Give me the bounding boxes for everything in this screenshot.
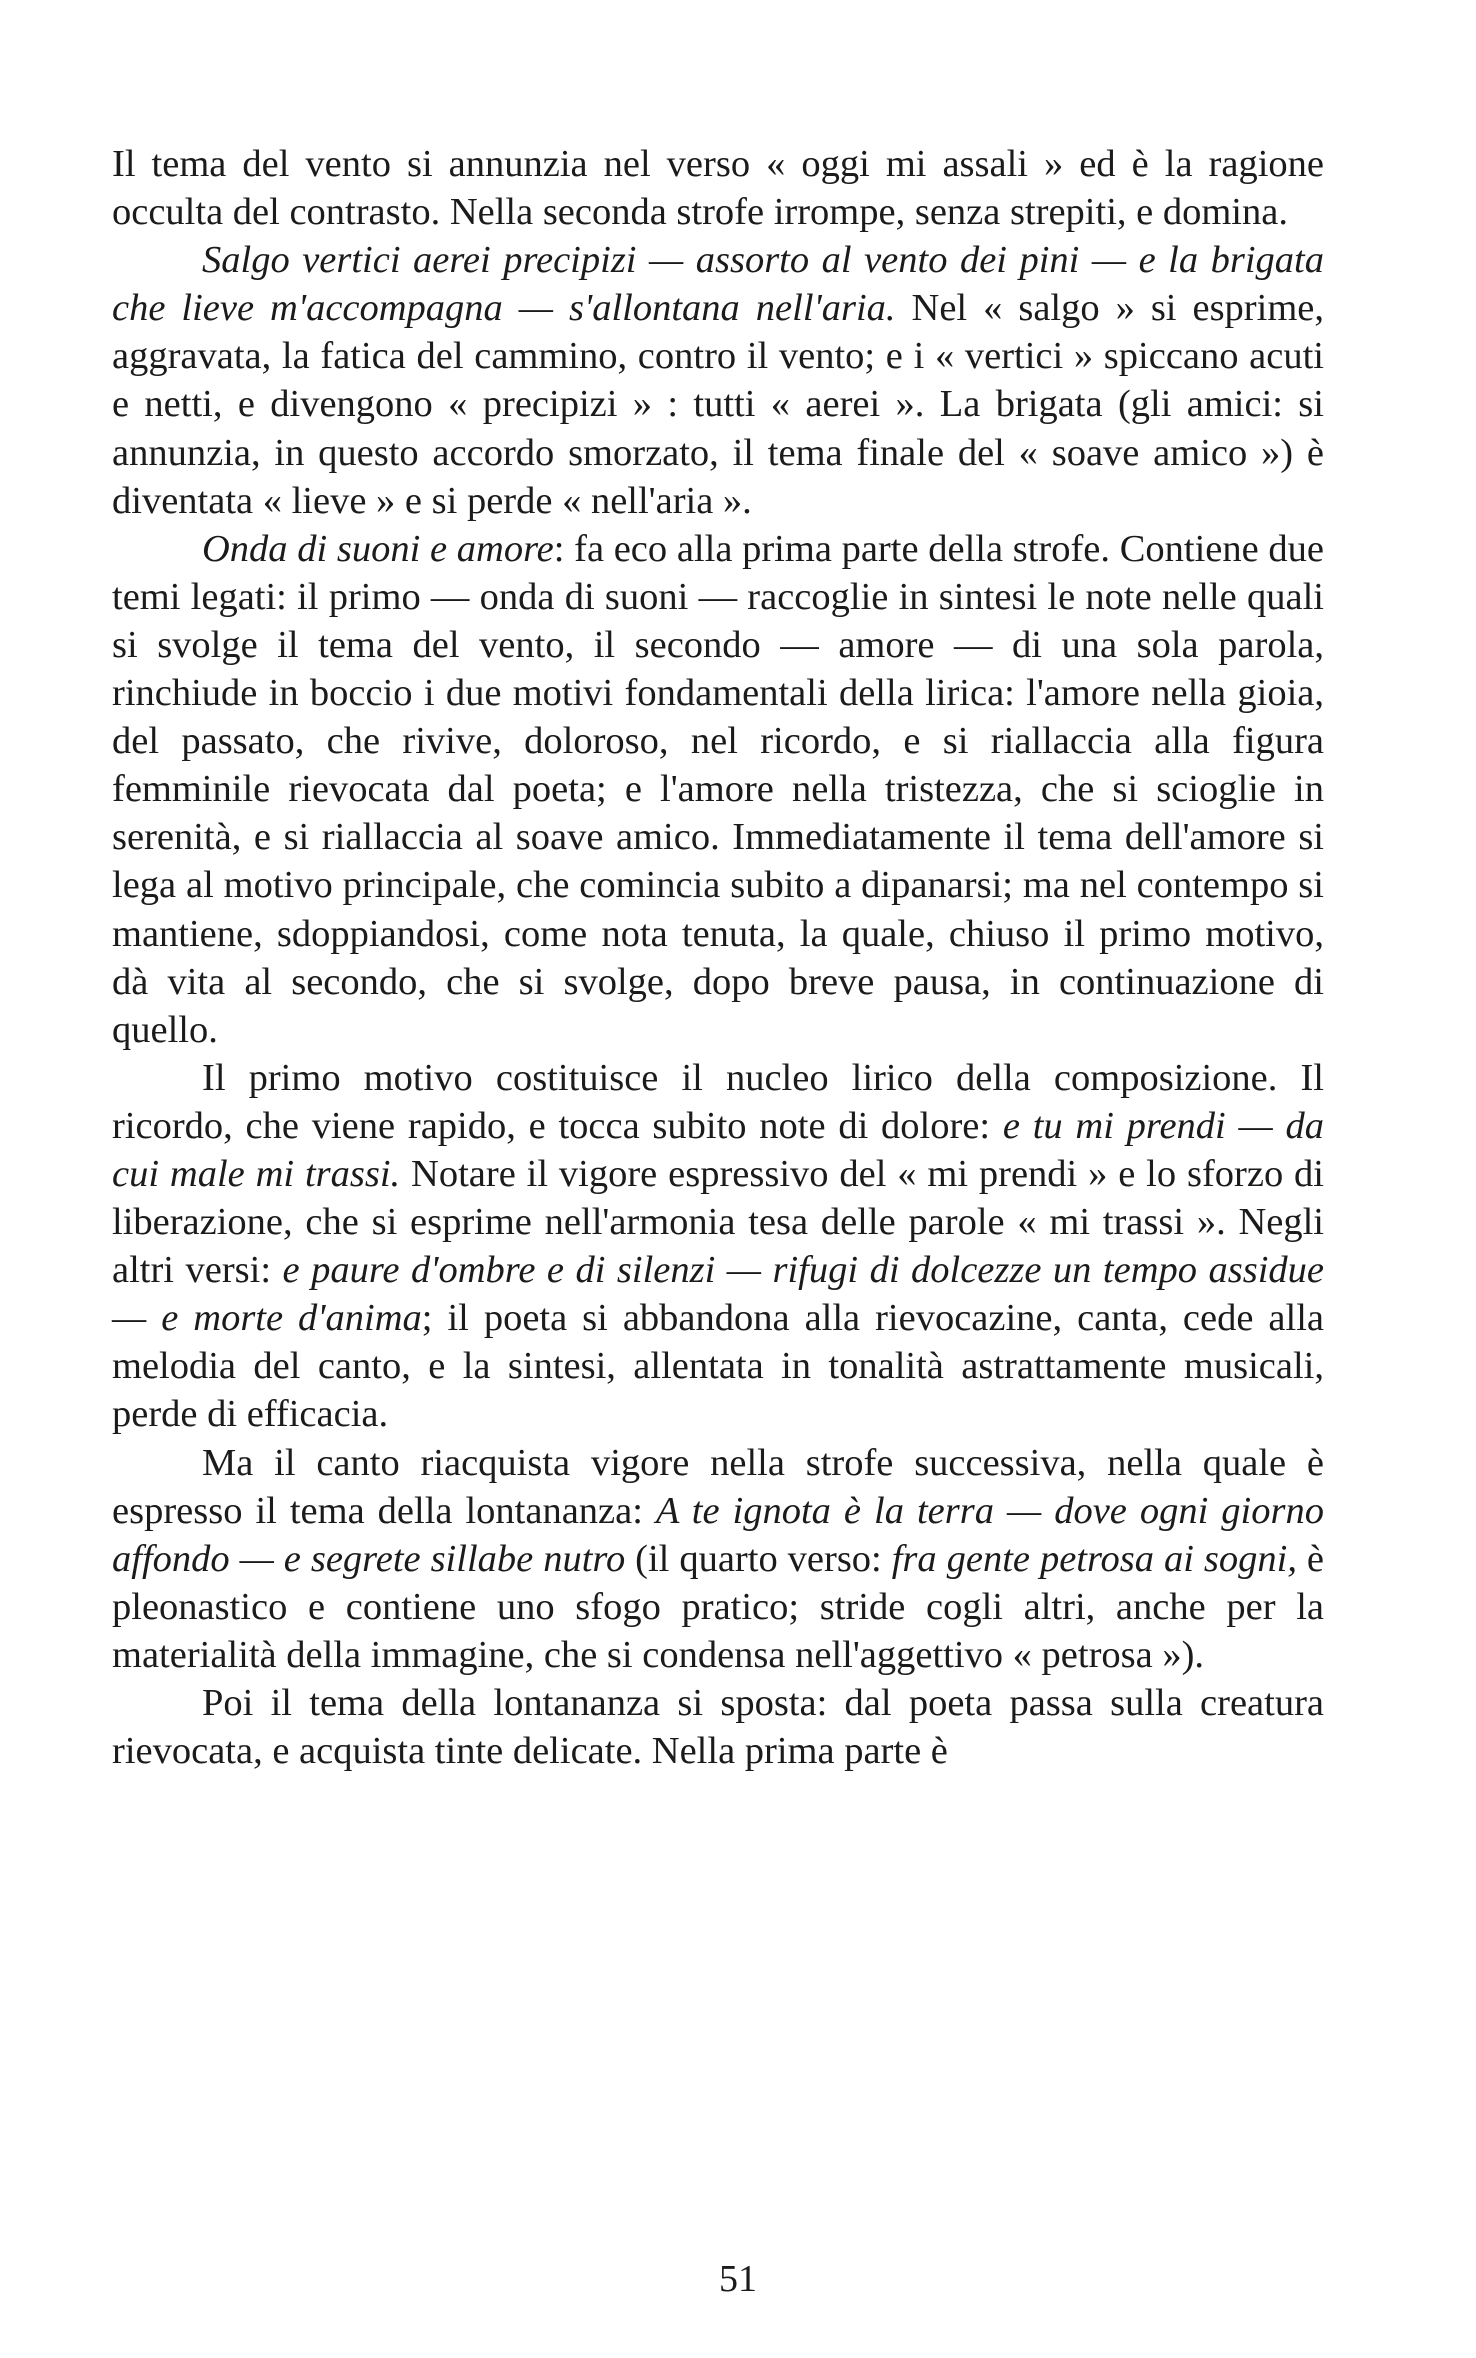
paragraph-2: Salgo vertici aerei precipizi — assorto al vento dei pini — e la brigata che lieve m'accompagna — s'allontana nell'aria. Nel « salgo » si esprime, aggravata, la fatica del cammino, contro il vento; e i « vertici » spiccano acuti e netti, e divengono « precipizi » : tutti « aerei ». La brigata (gli amici: si annunzia, in questo accordo smorzato, il tema finale del « soave amico ») è diventata « lieve » e si perde « nell'aria ».	[112, 239, 1324, 522]
poem-quote: fra gente petrosa ai sogni,	[891, 1537, 1297, 1580]
poem-quote: Salgo vertici aerei precipizi — assorto al vento dei pini — e la brigata che lieve m'accompagna — s'allontana nell'aria.	[112, 239, 1324, 330]
paragraph-1: Il tema del vento si annunzia nel verso « oggi mi assali » ed è la ragione occulta del contrasto. Nella seconda strofe irrompe, senza strepiti, e domina.	[112, 143, 1324, 234]
paragraph-6: Poi il tema della lontananza si sposta: dal poeta passa sulla creatura rievocata, e acquista tinte delicate. Nella prima parte è	[112, 1682, 1324, 1773]
poem-quote: e paure d'ombre e di silenzi — rifugi di dolcezze un tempo assidue — e morte d'anima	[112, 1249, 1324, 1340]
poem-quote: A te ignota è la terra — dove ogni giorno affondo — e segrete sillabe nutro	[112, 1489, 1324, 1580]
page-body	[112, 140, 1324, 1775]
paragraph-5: Ma il canto riacquista vigore nella strofe successiva, nella quale è espresso il tema della lontananza: A te ignota è la terra — dove ogni giorno affondo — e segrete sillabe nutro (il quarto verso: fra gente petrosa ai sogni, è pleonastico e contiene uno sfogo pratico; stride cogli altri, anche per la materialità della immagine, che si condensa nell'aggettivo « petrosa »).	[112, 1441, 1325, 1676]
paragraph-3: Onda di suoni e amore: fa eco alla prima parte della strofe. Contiene due temi legati: il primo — onda di suoni — raccoglie in sintesi le note nelle quali si svolge il tema del vento, il secondo — amore — di una sola parola, rinchiude in boccio i due motivi fondamentali della lirica: l'amore nella gioia, del passato, che rivive, doloroso, nel ricordo, e si riallaccia alla figura femminile rievocata dal poeta; e l'amore nella tristezza, che si scioglie in serenità, e si riallaccia al soave amico. Immediatamente il tema dell'amore si lega al motivo principale, che comincia subito a dipanarsi; ma nel contempo si mantiene, sdoppiandosi, come nota tenuta, la quale, chiuso il primo motivo, dà vita al secondo, che si svolge, dopo breve pausa, in continuazione di quello.	[112, 527, 1324, 1051]
poem-quote: e tu mi prendi — da cui male mi trassi.	[112, 1104, 1324, 1195]
poem-quote: Onda di suoni e amore	[202, 527, 554, 570]
page-number: 51	[719, 2258, 757, 2300]
paragraph-4: Il primo motivo costituisce il nucleo lirico della composizione. Il ricordo, che viene rapido, e tocca subito note di dolore: e tu mi prendi — da cui male mi trassi. Notare il vigore espressivo del « mi prendi » e lo sforzo di liberazione, che si esprime nell'armonia tesa delle parole « mi trassi ». Negli altri versi: e paure d'ombre e di silenzi — rifugi di dolcezze un tempo assidue — e morte d'anima; il poeta si abbandona alla rievocazine, canta, cede alla melodia del canto, e la sintesi, allentata in tonalità astrattamente musicali, perde di efficacia.	[112, 1056, 1324, 1436]
